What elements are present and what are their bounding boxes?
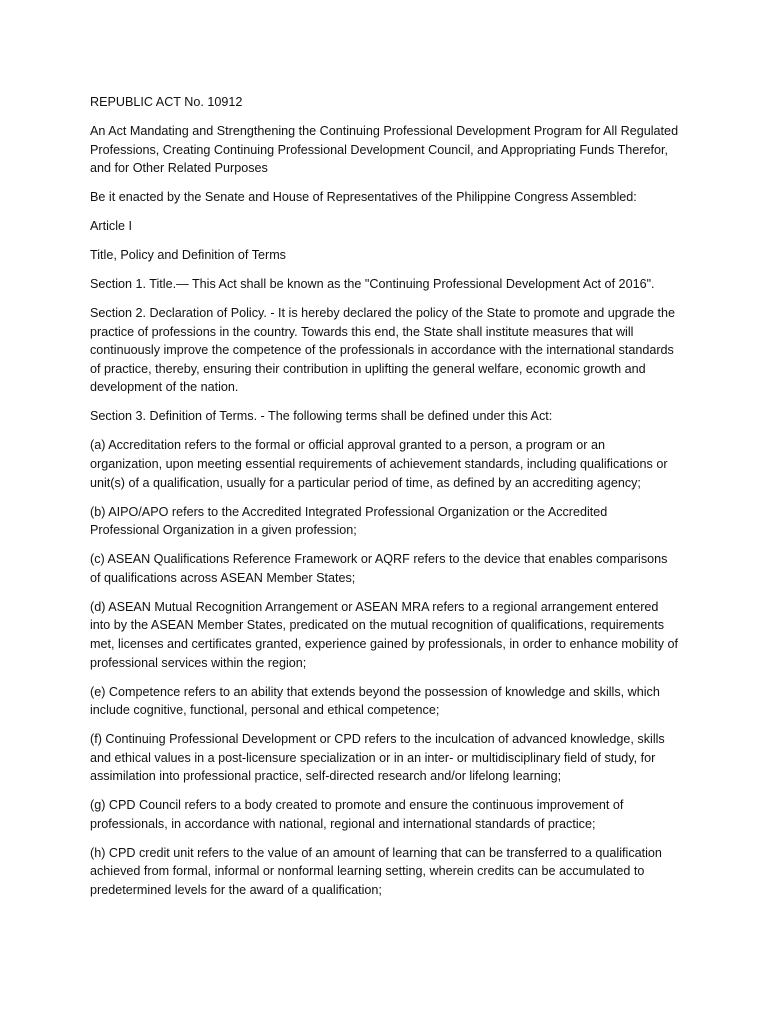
document-body (90, 93, 680, 910)
definition-d-asean-mra: (d) ASEAN Mutual Recognition Arrangement or ASEAN MRA refers to a regional arrangement entered into by the ASEAN Member States, predicated on the mutual recognition of qualifications, requirements met, licenses and certificates granted, experience gained by professionals, in order to enhance mobility of professional services within the region; (90, 599, 679, 670)
definition-b-aipo-apo: (b) AIPO/APO refers to the Accredited Integrated Professional Organization or the Accredited Professional Organization in a given profession; (90, 504, 608, 538)
definition-e-competence: (e) Competence refers to an ability that extends beyond the possession of knowledge and skills, which include cognitive, functional, personal and ethical competence; (90, 684, 660, 718)
enacting-clause: Be it enacted by the Senate and House of Representatives of the Philippine Congress Assembled: (90, 190, 637, 205)
definition-f-cpd: (f) Continuing Professional Development or CPD refers to the inculcation of advanced knowledge, skills and ethical values in a post-licensure specialization or in an inter- or multidisciplinary field of study, for assimilation into professional practice, self-directed research and/or lifelong learning; (90, 732, 665, 784)
section-3-definition-of-terms: Section 3. Definition of Terms. - The following terms shall be defined under this Act: (90, 409, 553, 424)
definition-h-cpd-credit-unit: (h) CPD credit unit refers to the value of an amount of learning that can be transferred to a qualification achieved from formal, informal or nonformal learning setting, wherein credits can be accumulated to predetermined levels for the award of a qualification; (90, 845, 662, 898)
act-long-title: An Act Mandating and Strengthening the Continuing Professional Development Program for All Regulated Professions, Creating Continuing Professional Development Council, and Appropriating Funds Therefor, and for Other Related Purposes (90, 123, 679, 176)
definition-a-accreditation: (a) Accreditation refers to the formal or official approval granted to a person, a program or an organization, upon meeting essential requirements of achievement standards, including qualifications or unit(s) of a qualification, usually for a particular period of time, as defined by an accrediting agency; (90, 438, 668, 490)
article-heading: Article I (90, 219, 132, 234)
article-title: Title, Policy and Definition of Terms (90, 248, 286, 263)
section-1-title: Section 1. Title.— This Act shall be known as the "Continuing Professional Development Act of 2016". (90, 277, 655, 292)
definition-g-cpd-council: (g) CPD Council refers to a body created to promote and ensure the continuous improvement of professionals, in accordance with national, regional and international standards of practice; (90, 798, 624, 831)
section-2-declaration-of-policy: Section 2. Declaration of Policy. - It is hereby declared the policy of the State to promote and upgrade the practice of professions in the country. Towards this end, the State shall institute measures that will continuously improve the competence of the professionals in accordance with the international standards of practice, thereby, ensuring their contribution in uplifting the general welfare, economic growth and development of the nation. (90, 306, 676, 395)
definition-c-aqrf: (c) ASEAN Qualifications Reference Framework or AQRF refers to the device that enables comparisons of qualifications across ASEAN Member States; (90, 552, 668, 585)
act-number: REPUBLIC ACT No. 10912 (90, 95, 243, 109)
